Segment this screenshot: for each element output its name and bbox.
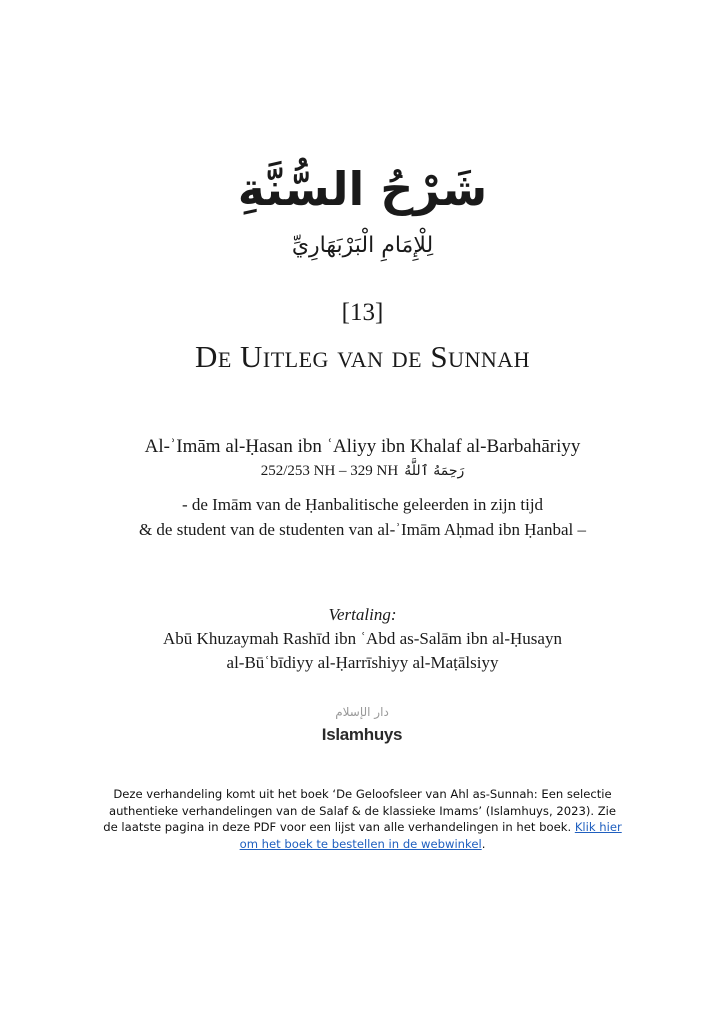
translator-name-line-2: al-Būʿbīdiyy al-Ḥarrīshiyy al-Maṭālsiyy xyxy=(226,653,499,672)
translation-label: Vertaling: xyxy=(328,605,397,624)
author-description-line-1: - de Imām van de Ḥanbalitische geleerden in zijn tijd xyxy=(181,495,544,514)
arabic-title: شَرْحُ السُّنَّةِ xyxy=(237,162,488,216)
note-text: Deze verhandeling komt uit het boek ‘De Geloofsleer van Ahl as-Sunnah: Een selectie authentieke verhandelingen van de Salaf & de klassieke Imams’ (Islamhuys, 2023). Zie de laatste pagina in deze PDF voor een lijst van alle verhandelingen in het boek. xyxy=(103,787,617,834)
translator-name-line-1: Abū Khuzaymah Rashīd ibn ʿAbd as-Salām ibn al-Ḥusayn xyxy=(163,629,562,648)
logo-name: Islamhuys xyxy=(321,725,403,744)
author-dates: 252/253 NH – 329 NH xyxy=(260,463,399,479)
treatise-number: [13] xyxy=(341,299,384,326)
arabic-subtitle: لِلْإِمَامِ الْبَرْبَهَارِيِّ xyxy=(291,233,434,258)
logo-arabic-calligraphy: دار الإسلام xyxy=(335,705,389,719)
webshop-link[interactable]: Klik hier om het boek te bestellen in de webwinkel xyxy=(239,820,622,851)
islamhuys-logo xyxy=(312,704,412,754)
author-description-line-2: & de student van de studenten van al-ʾImām Aḥmad ibn Ḥanbal – xyxy=(138,520,587,539)
author-dates-line xyxy=(0,462,725,480)
page-title: De Uitleg van de Sunnah xyxy=(194,339,531,374)
author-name: Al-ʾImām al-Ḥasan ibn ʿAliyy ibn Khalaf al-Barbahāriyy xyxy=(144,436,581,457)
source-note xyxy=(100,786,625,852)
honorific-text: رَحِمَهُ ٱللَّهُ xyxy=(404,463,465,479)
note-end: . xyxy=(481,836,486,851)
